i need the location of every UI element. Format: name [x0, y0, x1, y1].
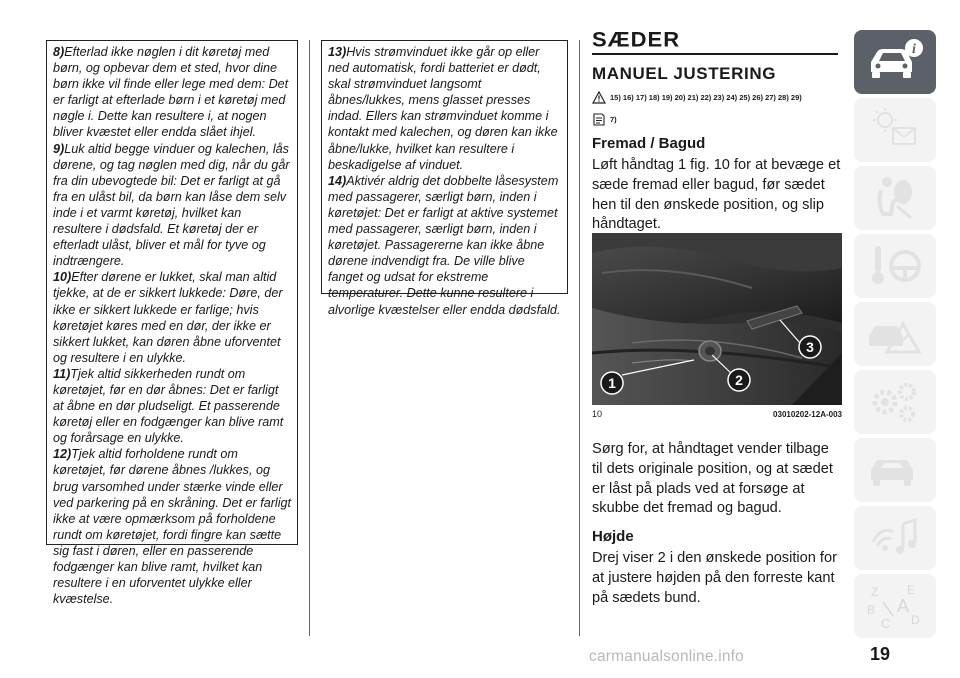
- warning-item: 14)Aktivér aldrig det dobbelte låsesystem med passagerer, særligt børn, inden i køretøjet: Det er farligt at aktive systemet med passagerer, særligt børn, inden i køretøjet. Passagererne kan ikke åbne dørene indvendigt fra. De ville blive fanget og udsat for ekstreme temperaturer. Dette kunne resultere i alvorlige kvæstelser eller endda dødsfald.: [328, 173, 561, 317]
- multimedia-icon: [863, 512, 927, 564]
- svg-text:B: B: [867, 603, 876, 617]
- warning-reference-numbers: 15) 16) 17) 18) 19) 20) 21) 22) 23) 24) 25) 26) 27) 28) 29): [610, 92, 802, 102]
- callout-2: 2: [735, 372, 743, 388]
- airbag-safety-icon: [863, 172, 927, 224]
- tab-dashboard-lights[interactable]: [854, 98, 936, 162]
- chapter-sidebar: [854, 30, 936, 642]
- note-references: [592, 110, 842, 128]
- callout-1: 1: [608, 375, 616, 391]
- car-data-icon: [863, 444, 927, 496]
- svg-text:C: C: [881, 616, 891, 631]
- heading-height: Højde: [592, 528, 634, 546]
- warning-item: 8)Efterlad ikke nøglen i dit køretøj med børn, og opbevar dem et sted, hvor dine børn ikke vil finde eller lege med dem: Det er farligt at efterlade børn i et køretøj med nøgle i. Dette kan resultere i, at nogen bliver kvæstet eller endda slået ihjel.: [53, 45, 289, 140]
- section-title: SÆDER: [592, 27, 681, 52]
- svg-text:Z: Z: [871, 585, 879, 599]
- warning-item: 11)Tjek altid sikkerheden rundt om køretøjet, før en dør åbnes: Det er farligt at åbne en dør pludseligt. Et passerende køretøj eller en fodgænger kan blive ramt og forårsage en ulykke.: [53, 366, 284, 446]
- svg-text:D: D: [911, 613, 920, 627]
- paragraph: Løft håndtag 1 fig. 10 for at bevæge et sæde fremad eller bagud, før sædet hen til den ønskede position, og slip håndtaget.: [592, 157, 841, 233]
- warning-item: 10)Efter dørene er lukket, skal man altid tjekke, at de er sikkert lukkede: Døre, der ikke er sikkert lukkede er farlige; hvis køretøjet køres med en dør, der ikke er sikkert lukket, kan døren åbne uforventet og resultere i en ulykke.: [53, 270, 283, 365]
- tab-maintenance[interactable]: [854, 370, 936, 434]
- maintenance-gears-icon: [863, 376, 927, 428]
- warning-references: [592, 88, 842, 106]
- column-divider: [309, 40, 310, 636]
- title-underline: [592, 53, 838, 55]
- tab-car-info[interactable]: [854, 30, 936, 94]
- tab-index[interactable]: [854, 574, 936, 638]
- tab-emergency[interactable]: [854, 302, 936, 366]
- watermark: carmanualsonline.info: [589, 648, 744, 665]
- key-steering-icon: [863, 240, 927, 292]
- svg-text:i: i: [912, 42, 916, 57]
- paragraph: Sørg for, at håndtaget vender tilbage til dets originale position, og at sædet er låst på plads ved at forsøge at skubbe det fremad og bagud.: [592, 441, 833, 517]
- warnings-box-middle: [321, 40, 568, 317]
- column-divider: [579, 40, 580, 636]
- note-reference-numbers: 7): [610, 114, 617, 124]
- warnings-box-left: [46, 40, 298, 607]
- index-letters-icon: [863, 580, 927, 632]
- svg-text:A: A: [897, 596, 910, 616]
- warning-item: 9)Luk altid begge vinduer og kalechen, lås dørene, og tag nøglen med dig, når du går fra din ubevogtede bil: Det er farligt at gå fra en ulåst bil, da børn kan låse dem selv inde i et varmt køretøj, hvilket kan resultere i dødsfald. Et køretøj der er efterladt ulåst, bliver et mål for tyve og indtrængere.: [53, 141, 290, 269]
- seat-photo-illustration: [592, 233, 842, 405]
- emergency-icon: [863, 308, 927, 360]
- tab-multimedia[interactable]: [854, 506, 936, 570]
- section-subtitle: MANUEL JUSTERING: [592, 64, 777, 83]
- tab-safety[interactable]: [854, 166, 936, 230]
- warning-triangle-icon: [592, 91, 606, 104]
- page-number: 19: [870, 644, 891, 664]
- figure-number: 10: [592, 409, 603, 419]
- seat-adjustment-figure: [592, 233, 842, 405]
- warning-item: 12)Tjek altid forholdene rundt om køretøjet, før dørene åbnes /lukkes, og brug varsomhed under stærke vinde eller ved parkering på en skråning. Det er farligt ikke at være opmærksom på forholdene rundt om køretøjet, fordi fingre kan sætte sig fast i døren, eller en passerende fodgænger kan blive ramt, hvilket kan resultere i en uforventet ulykke eller kvæstelse.: [53, 447, 292, 607]
- tab-starting-driving[interactable]: [854, 234, 936, 298]
- tab-technical-data[interactable]: [854, 438, 936, 502]
- figure-id: 03010202-12A-003: [773, 410, 842, 419]
- heading-forward-backward: Fremad / Bagud: [592, 135, 706, 152]
- seats-section: [592, 28, 842, 235]
- warning-item: 13)Hvis strømvinduet ikke går op eller ned automatisk, fordi batteriet er dødt, skal strømvinduet langsomt åbnes/lukkes, mens glasset presses indad. Ellers kan strømvinduet komme i kontakt med kalechen, og døren kan ikke åbne/lukke, hvilket kan resultere i beskadigelse af vinduet.: [328, 45, 558, 172]
- callout-3: 3: [806, 339, 814, 355]
- svg-text:E: E: [907, 583, 916, 597]
- dashboard-lights-icon: [863, 104, 927, 156]
- paragraph: Drej viser 2 i den ønskede position for at justere højden på den forreste kant på sædets bund.: [592, 550, 837, 606]
- figure-caption: [592, 409, 842, 419]
- seats-section-continued: [592, 438, 842, 609]
- note-icon: [592, 113, 606, 126]
- car-info-icon: [863, 36, 927, 88]
